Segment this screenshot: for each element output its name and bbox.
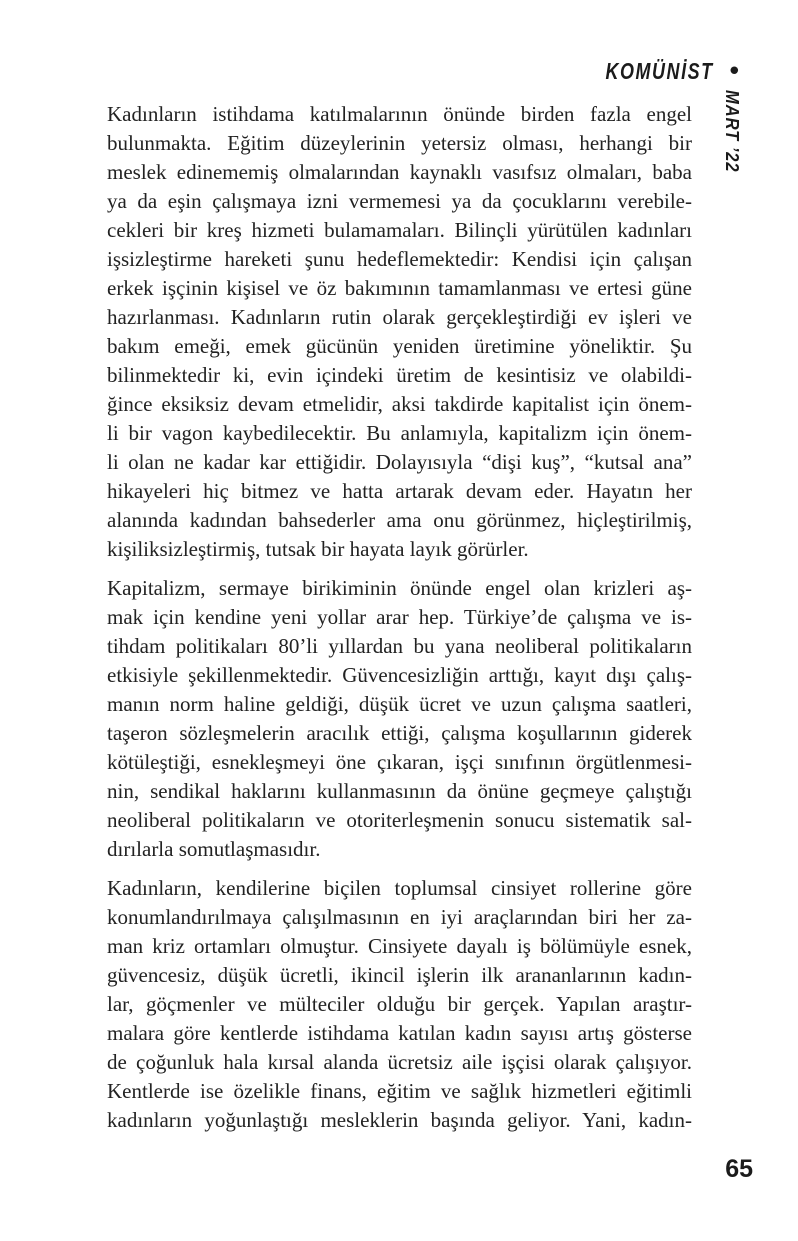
text-line: dırılarla somutlaşmasıdır. (107, 837, 321, 861)
text-line: meslek edinememiş olmalarından kaynaklı vasıfsız olmaları, baba (107, 160, 692, 184)
text-line: etkisiyle şekillenmektedir. Güvencesizliğin arttığı, kayıt dışı çalış- (107, 663, 692, 687)
paragraph (107, 574, 692, 864)
text-line: bilinmektedir ki, evin içindeki üretim de kesintisiz ve olabildi- (107, 363, 692, 387)
text-line: Kadınların, kendilerine biçilen toplumsal cinsiyet rollerine göre (107, 876, 692, 900)
text-line: manın norm haline geldiği, düşük ücret ve uzun çalışma saatleri, (107, 692, 692, 716)
paragraph (107, 874, 692, 1135)
text-line: man kriz ortamları olmuştur. Cinsiyete dayalı iş bölümüyle esnek, (107, 934, 692, 958)
text-line: malara göre kentlerde istihdama katılan kadın sayısı artış gösterse (107, 1021, 692, 1045)
text-line: cekleri bir kreş hizmeti bulamamaları. Bilinçli yürütülen kadınları (107, 218, 692, 242)
page-number: 65 (725, 1155, 753, 1183)
text-line: konumlandırılmaya çalışılmasının en iyi araçlarından biri her za- (107, 905, 692, 929)
text-line: alanında kadından bahsederler ama onu görünmez, hiçleştirilmiş, (107, 508, 692, 532)
text-line: hazırlanması. Kadınların rutin olarak gerçekleştirdiği ev işleri ve (107, 305, 692, 329)
text-line: li bir vagon kaybedilecektir. Bu anlamıyla, kapitalizm için önem- (107, 421, 692, 445)
text-line: Kentlerde ise özelikle finans, eğitim ve sağlık hizmetleri eğitimli (107, 1079, 692, 1103)
article-body (107, 100, 692, 1145)
text-line: ya da eşin çalışmaya izni vermemesi ya da çocuklarını verebile- (107, 189, 692, 213)
journal-title: KOMÜNİST (605, 58, 714, 84)
text-line: li olan ne kadar kar ettiğidir. Dolayısıyla “dişi kuş”, “kutsal ana” (107, 450, 692, 474)
text-line: Kadınların istihdama katılmalarının önünde birden fazla engel (107, 102, 692, 126)
text-line: nin, sendikal haklarını kullanmasının da önüne geçmeye çalıştığı (107, 779, 692, 803)
text-line: neoliberal politikaların ve otoriterleşmenin sonucu sistematik sal- (107, 808, 692, 832)
text-line: tihdam politikaları 80’li yıllardan bu yana neoliberal politikaların (107, 634, 692, 658)
text-line: kötüleştiği, esnekleşmeyi öne çıkaran, işçi sınıfının örgütlenmesi- (107, 750, 692, 774)
text-line: ğince eksiksiz devam etmelidir, aksi takdirde kapitalist için önem- (107, 392, 692, 416)
text-line: taşeron sözleşmelerin aracılık ettiği, çalışma koşullarının giderek (107, 721, 692, 745)
text-line: Kapitalizm, sermaye birikiminin önünde engel olan krizleri aş- (107, 576, 692, 600)
text-line: bakım emeği, emek gücünün yeniden üretimine yöneliktir. Şu (107, 334, 692, 358)
text-line: de çoğunluk hala kırsal alanda ücretsiz aile işçisi olarak çalışıyor. (107, 1050, 692, 1074)
paragraph (107, 100, 692, 564)
text-line: erkek işçinin kişisel ve öz bakımının tamamlanması ve ertesi güne (107, 276, 692, 300)
text-line: kişiliksizleştirmiş, tutsak bir hayata layık görürler. (107, 537, 529, 561)
text-line: hikayeleri hiç bitmez ve hatta artarak devam eder. Hayatın her (107, 479, 692, 503)
text-line: lar, göçmenler ve mülteciler olduğu bir gerçek. Yapılan araştır- (107, 992, 692, 1016)
text-line: mak için kendine yeni yollar arar hep. Türkiye’de çalışma ve is- (107, 605, 692, 629)
issue-date-label: MART ’22 (722, 90, 742, 173)
text-line: işsizleştirme hareketi şunu hedeflemektedir: Kendisi için çalışan (107, 247, 692, 271)
running-head: KOMÜNİST • (605, 56, 742, 87)
text-line: güvencesiz, düşük ücretli, ikincil işlerin ilk arananlarının kadın- (107, 963, 692, 987)
text-line: bulunmakta. Eğitim düzeylerinin yetersiz olması, herhangi bir (107, 131, 692, 155)
text-line: kadınların yoğunlaştığı mesleklerin başında geliyor. Yani, kadın- (107, 1108, 692, 1132)
